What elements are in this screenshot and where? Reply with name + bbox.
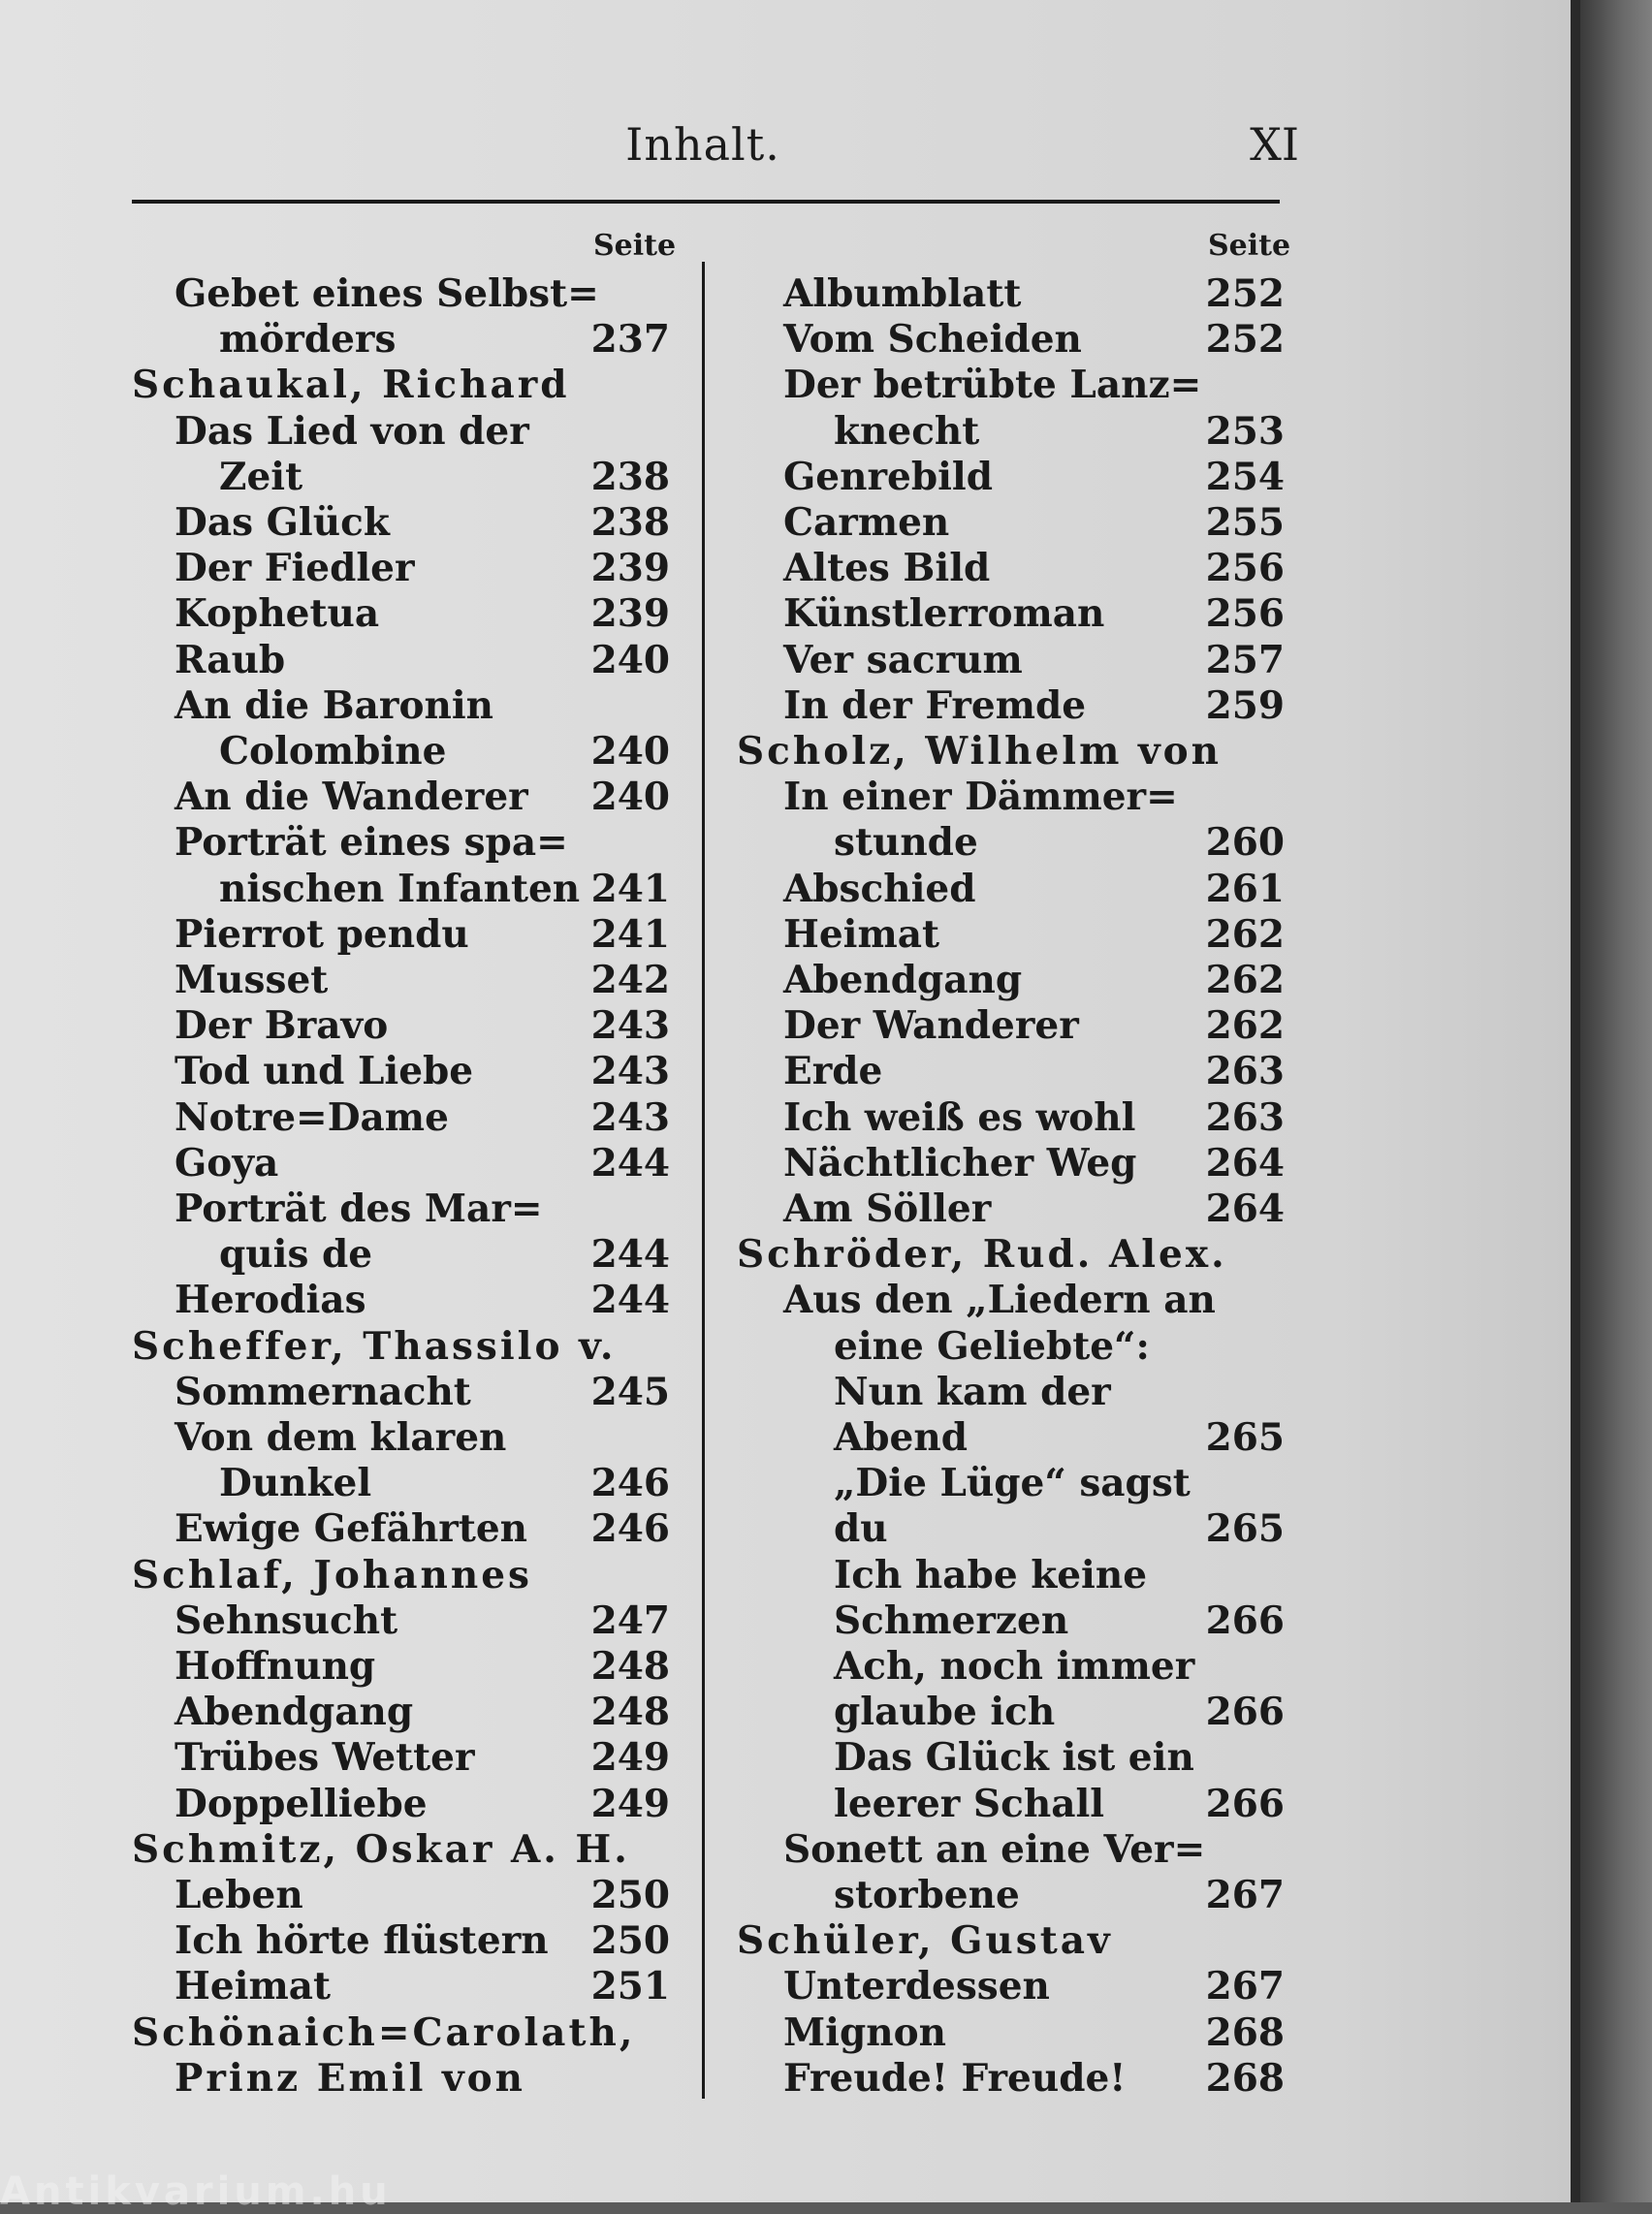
index-entry [737,1690,1285,1735]
entry-text: Leben [175,1873,303,1917]
index-entry [737,820,1285,866]
entry-text: Ich hörte flüstern [175,1918,549,1964]
index-entry [132,455,670,500]
entry-text: Hoffnung [175,1644,376,1689]
page-ref: 267 [1205,1873,1285,1917]
entry-text: In der Fremde [783,682,1087,728]
page-ref: 244 [590,1140,670,1186]
page-ref: 239 [590,591,670,637]
page-ref: 253 [1205,408,1285,454]
entry-text: knecht [834,408,980,454]
entry-text: Carmen [783,500,950,545]
entry-text: Künstlerroman [783,591,1105,637]
entry-text: Doppelliebe [175,1781,428,1826]
entry-text: Herodias [175,1278,366,1323]
entry-text: Ver sacrum [783,637,1023,682]
page-ref: 249 [590,1781,670,1826]
page-ref: 243 [590,1094,670,1140]
entry-text: Trübes Wetter [175,1735,475,1781]
page-ref: 252 [1205,271,1285,316]
index-entry [132,912,670,958]
index-entry [132,1598,670,1644]
index-entry [132,546,670,591]
entry-text: Mignon [783,2009,946,2055]
page-ref: 262 [1205,958,1285,1002]
page-ref: 255 [1205,500,1285,545]
index-entry [737,1873,1285,1918]
index-entry [737,1415,1285,1461]
page-ref: 247 [590,1597,670,1643]
index-entry [737,2056,1285,2102]
index-entry [132,1918,670,1964]
author-name [737,1232,1285,1278]
entry-text: Ich weiß es wohl [783,1094,1136,1140]
index-entry [132,1506,670,1552]
entry-text: In einer Dämmer= [783,775,1178,820]
entry-text: quis de [219,1232,373,1278]
index-entry [737,1782,1285,1827]
index-entry [737,958,1285,1003]
page-ref: 261 [1205,866,1285,911]
entry-text: Ich habe keine [834,1552,1148,1597]
entry-text: Ewige Gefährten [175,1506,528,1552]
index-entry [737,638,1285,683]
index-entry [737,1553,1285,1598]
index-entry [737,1186,1285,1232]
entry-text: Abschied [783,866,976,911]
index-entry [737,1370,1285,1415]
index-entry [737,455,1285,500]
entry-text: Gebet eines Selbst= [175,271,599,316]
index-entry [132,1003,670,1049]
page-ref: 242 [590,958,670,1002]
index-entry [737,1735,1285,1781]
index-entry [132,820,670,866]
index-entry [132,1095,670,1141]
index-entry [737,1598,1285,1644]
entry-text: storbene [834,1873,1020,1917]
entry-text: Porträt des Mar= [175,1186,543,1231]
page-ref: 244 [590,1278,670,1323]
entry-text: Tod und Liebe [175,1049,474,1094]
page-ref: 237 [590,317,670,363]
index-entry [132,271,670,317]
index-entry [132,409,670,455]
entry-text: Dunkel [219,1461,372,1506]
entry-text: Das Glück ist ein [834,1735,1194,1781]
page-ref: 250 [590,1873,670,1917]
index-entry [737,500,1285,546]
entry-text: Sommernacht [175,1369,471,1414]
author-name [132,1553,670,1598]
page-ref: 245 [590,1369,670,1414]
entry-text: Schröder, Rud. Alex. [737,1232,1227,1278]
page-ref: 248 [590,1644,670,1689]
entry-text: Heimat [783,911,940,957]
page-ref: 251 [590,1964,670,2009]
index-entry [737,1506,1285,1552]
page-ref: 238 [590,500,670,545]
page-ref: 267 [1205,1964,1285,2009]
page-ref: 266 [1205,1690,1285,1735]
page-ref: 246 [590,1506,670,1552]
index-entry [737,317,1285,363]
page-ref: 265 [1205,1506,1285,1552]
page-ref: 259 [1205,682,1285,728]
index-entry [737,1278,1285,1323]
index-entry [737,363,1285,408]
author-name [132,1324,670,1370]
page-ref: 238 [590,454,670,499]
index-entry [132,958,670,1003]
index-entry [132,1186,670,1232]
page-ref: 262 [1205,1003,1285,1049]
index-entry [737,2010,1285,2056]
index-entry [737,1964,1285,2009]
entry-text: Raub [175,637,286,682]
entry-text: Der Wanderer [783,1003,1079,1049]
page-ref: 240 [590,775,670,820]
entry-text: Musset [175,958,329,1002]
index-entry [132,317,670,363]
page-number: XI [1250,118,1299,171]
page-ref: 263 [1205,1049,1285,1094]
entry-text: Abendgang [175,1690,414,1735]
entry-text: eine Geliebte“: [834,1323,1150,1369]
column-divider [702,262,705,2099]
page-ref: 266 [1205,1781,1285,1826]
entry-text: Von dem klaren [175,1415,507,1460]
right-seite-label: Seite [1208,229,1291,263]
index-entry [737,1095,1285,1141]
index-entry [132,1735,670,1781]
entry-text: Schmitz, Oskar A. H. [132,1826,630,1872]
entry-text: Abend [834,1415,968,1460]
entry-text: Das Glück [175,500,390,545]
entry-text: Nun kam der [834,1369,1111,1414]
entry-text: glaube ich [834,1690,1056,1735]
index-entry [737,591,1285,637]
page-ref: 248 [590,1690,670,1735]
index-entry [737,1461,1285,1506]
entry-text: Schmerzen [834,1597,1069,1643]
entry-text: leerer Schall [834,1781,1105,1826]
index-entry [737,1644,1285,1690]
index-entry [132,1782,670,1827]
author-name [737,1918,1285,1964]
page-ref: 249 [590,1735,670,1781]
index-entry [132,1415,670,1461]
entry-text: Albumblatt [783,271,1022,316]
entry-text: Porträt eines spa= [175,820,568,866]
index-entry [132,1690,670,1735]
index-entry [132,591,670,637]
page-ref: 239 [590,546,670,591]
left-seite-label: Seite [593,229,677,263]
page-ref: 268 [1205,2055,1285,2101]
index-entry [737,1049,1285,1094]
entry-text: Der betrübte Lanz= [783,363,1202,408]
index-entry [737,912,1285,958]
entry-text: Altes Bild [783,546,991,591]
page-ref: 264 [1205,1140,1285,1186]
entry-text: Unterdessen [783,1964,1050,2009]
entry-text: Kophetua [175,591,380,637]
author-name [132,1827,670,1873]
entry-text: Genrebild [783,454,994,499]
entry-text: Schönaich=Carolath, [132,2009,636,2055]
entry-text: mörders [219,317,397,363]
entry-text: Freude! Freude! [783,2055,1127,2101]
index-entry [132,1873,670,1918]
index-entry [132,1232,670,1278]
page-ref: 252 [1205,317,1285,363]
page-ref: 266 [1205,1597,1285,1643]
index-entry [737,683,1285,729]
entry-text: Scholz, Wilhelm von [737,729,1222,774]
entry-text: Colombine [219,729,447,774]
index-entry [132,867,670,912]
index-entry [132,1461,670,1506]
index-entry [132,1278,670,1323]
index-entry [132,775,670,820]
entry-text: Prinz Emil von [175,2055,525,2101]
index-entry [132,729,670,775]
entry-text: Schüler, Gustav [737,1918,1113,1964]
page-ref: 254 [1205,454,1285,499]
index-entry [132,1370,670,1415]
header-rule [132,200,1280,204]
entry-text: Sehnsucht [175,1597,398,1643]
entry-text: Pierrot pendu [175,911,469,957]
entry-text: Der Fiedler [175,546,415,591]
entry-text: Erde [783,1049,883,1094]
entry-text: Scheffer, Thassilo v. [132,1323,617,1369]
index-entry [737,1141,1285,1186]
index-entry [737,409,1285,455]
entry-text: Nächtlicher Weg [783,1140,1137,1186]
page-ref: 246 [590,1461,670,1506]
entry-text: Schaukal, Richard [132,363,570,408]
index-entry [132,1644,670,1690]
page-ref: 250 [590,1918,670,1964]
background-edge [1580,0,1652,2202]
page-ref: 262 [1205,911,1285,957]
entry-text: Sonett an eine Ver= [783,1826,1206,1872]
page-ref: 260 [1205,820,1285,866]
entry-text: „Die Lüge“ sagst [834,1461,1191,1506]
page-ref: 240 [590,729,670,774]
page-ref: 240 [590,637,670,682]
entry-text: Vom Scheiden [783,317,1082,363]
page-ref: 243 [590,1003,670,1049]
index-entry [132,500,670,546]
index-entry [737,775,1285,820]
index-entry [737,1827,1285,1873]
index-entry [132,638,670,683]
page-ref: 244 [590,1232,670,1278]
watermark: Antikvarium.hu [0,2169,392,2214]
index-entry [737,867,1285,912]
author-name [132,2010,670,2056]
entry-text: nischen Infanten [219,866,581,911]
index-entry [132,1964,670,2009]
index-entry [132,1049,670,1094]
page-ref: 263 [1205,1094,1285,1140]
entry-text: Zeit [219,454,303,499]
page-ref: 264 [1205,1186,1285,1231]
entry-text: Notre=Dame [175,1094,449,1140]
page-ref: 241 [590,911,670,957]
page-ref: 256 [1205,591,1285,637]
page-ref: 257 [1205,637,1285,682]
index-entry [737,546,1285,591]
index-entry [132,1141,670,1186]
page-ref: 243 [590,1049,670,1094]
entry-text: Das Lied von der [175,408,529,454]
page-ref: 256 [1205,546,1285,591]
entry-text: Ach, noch immer [834,1644,1195,1689]
page-title: Inhalt. [625,118,780,171]
entry-text: Schlaf, Johannes [132,1552,532,1597]
page-edge [1571,0,1580,2202]
entry-text: Abendgang [783,958,1023,1002]
entry-text: stunde [834,820,978,866]
index-entry [737,271,1285,317]
index-entry [737,1324,1285,1370]
entry-text: du [834,1506,888,1552]
index-entry [132,683,670,729]
entry-text: Der Bravo [175,1003,389,1049]
entry-text: An die Wanderer [175,775,528,820]
page-ref: 241 [590,866,670,911]
page-ref: 268 [1205,2009,1285,2055]
entry-text: Aus den „Liedern an [783,1278,1216,1323]
entry-text: Heimat [175,1964,332,2009]
entry-text: Am Söller [783,1186,992,1231]
entry-text: An die Baronin [175,682,493,728]
page-ref: 265 [1205,1415,1285,1460]
index-entry [737,1003,1285,1049]
author-name [132,2056,670,2102]
author-name [737,729,1285,775]
author-name [132,363,670,408]
entry-text: Goya [175,1140,279,1186]
